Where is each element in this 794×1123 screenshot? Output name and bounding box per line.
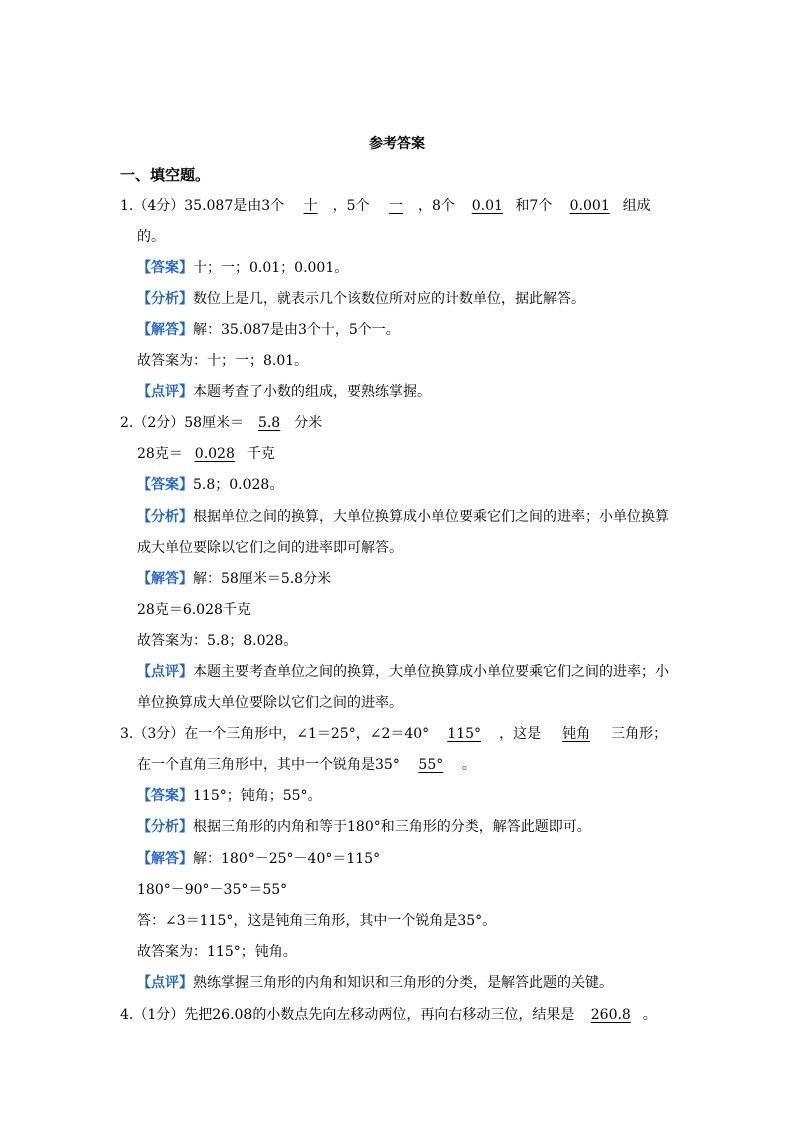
q2-text: 分米 (294, 415, 323, 431)
comment-tag: 【点评】 (137, 384, 193, 400)
q1-blank-3: 0.01 (471, 198, 503, 214)
solution-text: 解：180°－25°－40°＝115° (193, 851, 381, 867)
q4-text: 。 (642, 1007, 657, 1023)
q3-text: 。 (461, 757, 476, 773)
q1-blank-2: 一 (388, 198, 403, 214)
q2-stem-2 (137, 444, 275, 464)
page-title: 参考答案 (369, 136, 425, 152)
q4-blank-1: 260.8 (590, 1007, 631, 1023)
q3-blank-1: 115° (447, 726, 482, 742)
q1-text: ，5个 (332, 198, 374, 214)
q1-answer (137, 258, 348, 278)
q3-text: 在一个直角三角形中，其中一个锐角是35° (137, 757, 400, 773)
q3-answer (137, 786, 322, 806)
q1-analysis (137, 289, 585, 309)
q1-solution (137, 320, 400, 340)
q1-text: 组成 (622, 198, 651, 214)
q2-comment-cont: 单位换算成大单位要除以它们之间的进率。 (137, 695, 403, 711)
q3-stem-2 (137, 755, 476, 775)
q2-blank-1: 5.8 (257, 415, 281, 431)
q3-blank-2: 钝角 (562, 726, 591, 742)
comment-tag: 【点评】 (137, 975, 193, 991)
section-heading: 一、填空题。 (120, 166, 211, 184)
comment-tag: 【点评】 (137, 664, 193, 680)
q3-solution (137, 849, 380, 869)
q3-solution-2: 180°－90°－35°＝55° (137, 882, 288, 898)
q2-stem (120, 413, 322, 433)
q1-comment (137, 382, 431, 402)
analysis-tag: 【分析】 (137, 819, 193, 835)
analysis-text: 数位上是几，就表示几个该数位所对应的计数单位，据此解答。 (193, 291, 585, 307)
solution-tag: 【解答】 (137, 322, 193, 338)
comment-text: 本题主要考查单位之间的换算，大单位换算成小单位要乘它们之间的进率；小 (193, 664, 669, 680)
q2-blank-2: 0.028 (194, 446, 235, 462)
analysis-text: 根据三角形的内角和等于180°和三角形的分类，解答此题即可。 (193, 819, 591, 835)
answer-text: 十；一；0.01；0.001。 (193, 260, 349, 276)
q1-blank-1: 十 (303, 198, 318, 214)
comment-text: 熟练掌握三角形的内角和知识和三角形的分类，是解答此题的关键。 (193, 975, 613, 991)
q1-stem (120, 196, 651, 216)
comment-text: 本题考查了小数的组成，要熟练掌握。 (193, 384, 431, 400)
q2-solution (137, 569, 331, 589)
q1-text: 1.（4分）35.087是由3个 (120, 198, 289, 214)
q2-solution-2: 28克＝6.028千克 (137, 602, 251, 618)
solution-tag: 【解答】 (137, 571, 193, 587)
q2-final: 故答案为：5.8；8.028。 (137, 633, 298, 649)
answer-tag: 【答案】 (137, 788, 193, 804)
q2-analysis (137, 507, 669, 527)
q3-analysis (137, 817, 591, 837)
analysis-tag: 【分析】 (137, 509, 193, 525)
answer-text: 5.8；0.028。 (193, 477, 284, 493)
q3-stem (120, 724, 667, 744)
q1-text: ，8个 (417, 198, 460, 214)
q3-comment (137, 973, 613, 993)
q3-text: 三角形； (611, 726, 668, 742)
solution-text: 解：35.087是由3个十，5个一。 (193, 322, 400, 338)
q2-text: 千克 (246, 446, 275, 462)
q1-final: 故答案为：十；一；8.01。 (137, 353, 309, 369)
q2-text: 2.（2分）58厘米＝ (120, 415, 245, 431)
q2-analysis-cont: 成大单位要除以它们之间的进率即可解答。 (137, 540, 403, 556)
q1-blank-4: 0.001 (569, 198, 610, 214)
q2-comment (137, 662, 669, 682)
q3-solution-3: 答：∠3＝115°，这是钝角三角形，其中一个锐角是35°。 (137, 913, 497, 929)
answer-tag: 【答案】 (137, 260, 193, 276)
q4-text: 4.（1分）先把26.08的小数点先向左移动两位，再向右移动三位，结果是 (120, 1007, 579, 1023)
q3-blank-3: 55° (418, 757, 444, 773)
answer-text: 115°；钝角；55°。 (193, 788, 322, 804)
q3-final: 故答案为：115°；钝角。 (137, 944, 297, 960)
solution-tag: 【解答】 (137, 851, 193, 867)
q1-text: 和7个 (515, 198, 557, 214)
q1-stem-cont: 的。 (137, 229, 165, 245)
q2-answer (137, 475, 283, 495)
solution-text: 解：58厘米＝5.8分米 (193, 571, 332, 587)
answer-tag: 【答案】 (137, 477, 193, 493)
q4-stem (120, 1005, 657, 1025)
q2-text: 28克＝ (137, 446, 183, 462)
analysis-tag: 【分析】 (137, 291, 193, 307)
q3-text: 3.（3分）在一个三角形中，∠1＝25°，∠2＝40° (120, 726, 430, 742)
analysis-text: 根据单位之间的换算，大单位换算成小单位要乘它们之间的进率；小单位换算 (193, 509, 669, 525)
q3-text: ，这是 (499, 726, 542, 742)
